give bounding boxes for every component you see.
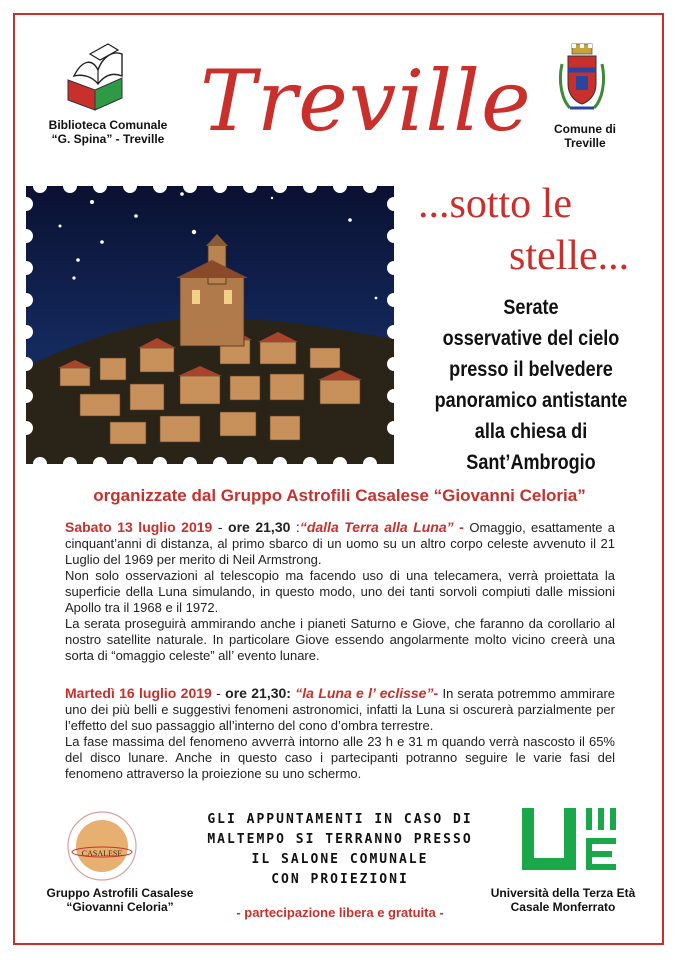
subtitle-line2: stelle... [509,233,630,279]
notice-line: GLI APPUNTAMENTI IN CASO DI [207,812,473,827]
event-paragraph: Non solo osservazioni al telescopio ma facendo uso di una telecamera, verrà proiettata la superficie della Luna simulando, in questo modo, uno dei tanti sorvoli compiuti dalle missioni Apollo tra il 1968 e il 1972. [65,568,615,615]
comune-line2: Treville [564,136,606,150]
separator: - [433,685,443,701]
library-subname: “G. Spina” - Treville [51,132,165,146]
event-date: Sabato 13 luglio 2019 [65,519,213,535]
event-time: ore 21,30 [228,519,291,535]
separator: - [211,685,226,701]
description-line: Serate [503,296,559,319]
astrofili-subname: “Giovanni Celoria” [66,900,174,914]
event-paragraph: La serata proseguirà ammirando anche i pianeti Saturno e Giove, che faranno da corollario al nostro satellite naturale. In particolare Giove essendo angolarmente molto vicino creerà una sorta di “omaggio celeste” all’ evento lunare. [65,616,615,663]
comune-caption [530,122,640,150]
ute-caption [468,886,658,914]
description-line: osservative del cielo [442,327,620,350]
night-village-photo [20,180,400,470]
subtitle-line1: ...sotto le [418,181,572,227]
library-name: Biblioteca Comunale [48,118,168,132]
ute-logo-icon [520,806,616,874]
ute-city: Casale Monferrato [510,900,616,914]
astrofili-logo-icon [64,808,140,884]
separator: - [212,519,229,535]
event-lead: Omaggio, esattamente a cinquant’anni di distanza, al primo sbarco di un uomo su un altro corpo celeste avvenuto il 21 Luglio del 1969 per merito di Neil Armstrong. [65,520,615,567]
notice-line: CON PROIEZIONI [271,872,409,887]
coat-of-arms-icon [556,42,608,114]
event-title: “dalla Terra alla Luna” [299,519,454,535]
event-paragraph [65,685,615,734]
event-paragraph [65,519,615,568]
organizer-line: organizzate dal Gruppo Astrofili Casalese “Giovanni Celoria” [93,486,586,505]
bad-weather-notice [175,810,505,890]
separator: - [453,519,470,535]
page-title: Treville [200,52,532,150]
event-title: “la Luna e l’ eclisse” [295,685,434,701]
ute-name: Università della Terza Età [490,886,636,900]
astrofili-logo-text: CASALESE [81,849,123,858]
separator: : [290,519,300,535]
event-date: Martedì 16 luglio 2019 [65,685,212,701]
description-line: presso il belvedere [449,358,613,381]
library-caption [28,118,188,146]
astrofili-name: Gruppo Astrofili Casalese [46,886,194,900]
event-lead: In serata potremmo ammirare uno dei più belli e suggestivi fenomeni astronomici, infatti la Luna si oscurerà parzialmente per l’effetto del suo passaggio all’interno del cono d’ombra terrestre. [65,686,615,733]
description-line: alla chiesa di Sant’Ambrogio [466,420,596,474]
event-tuesday [65,685,615,782]
free-entry-note: - partecipazione libera e gratuita - [236,905,444,920]
notice-line: MALTEMPO SI TERRANNO PRESSO [207,832,473,847]
event-saturday [65,519,615,664]
book-logo-icon [60,40,130,112]
notice-line: IL SALONE COMUNALE [251,852,429,867]
event-description [418,292,643,478]
description-line: panoramico antistante [434,389,628,412]
event-time: ore 21,30: [225,685,291,701]
event-paragraph: La fase massima del fenomeno avverrà intorno alle 23 h e 31 m quando verrà nascosto il 65% del disco lunare. Anche in questo caso i partecipanti potranno seguire le varie fasi del fenomeno attraverso la proiezione su uno schermo. [65,734,615,781]
comune-line1: Comune di [554,122,616,136]
